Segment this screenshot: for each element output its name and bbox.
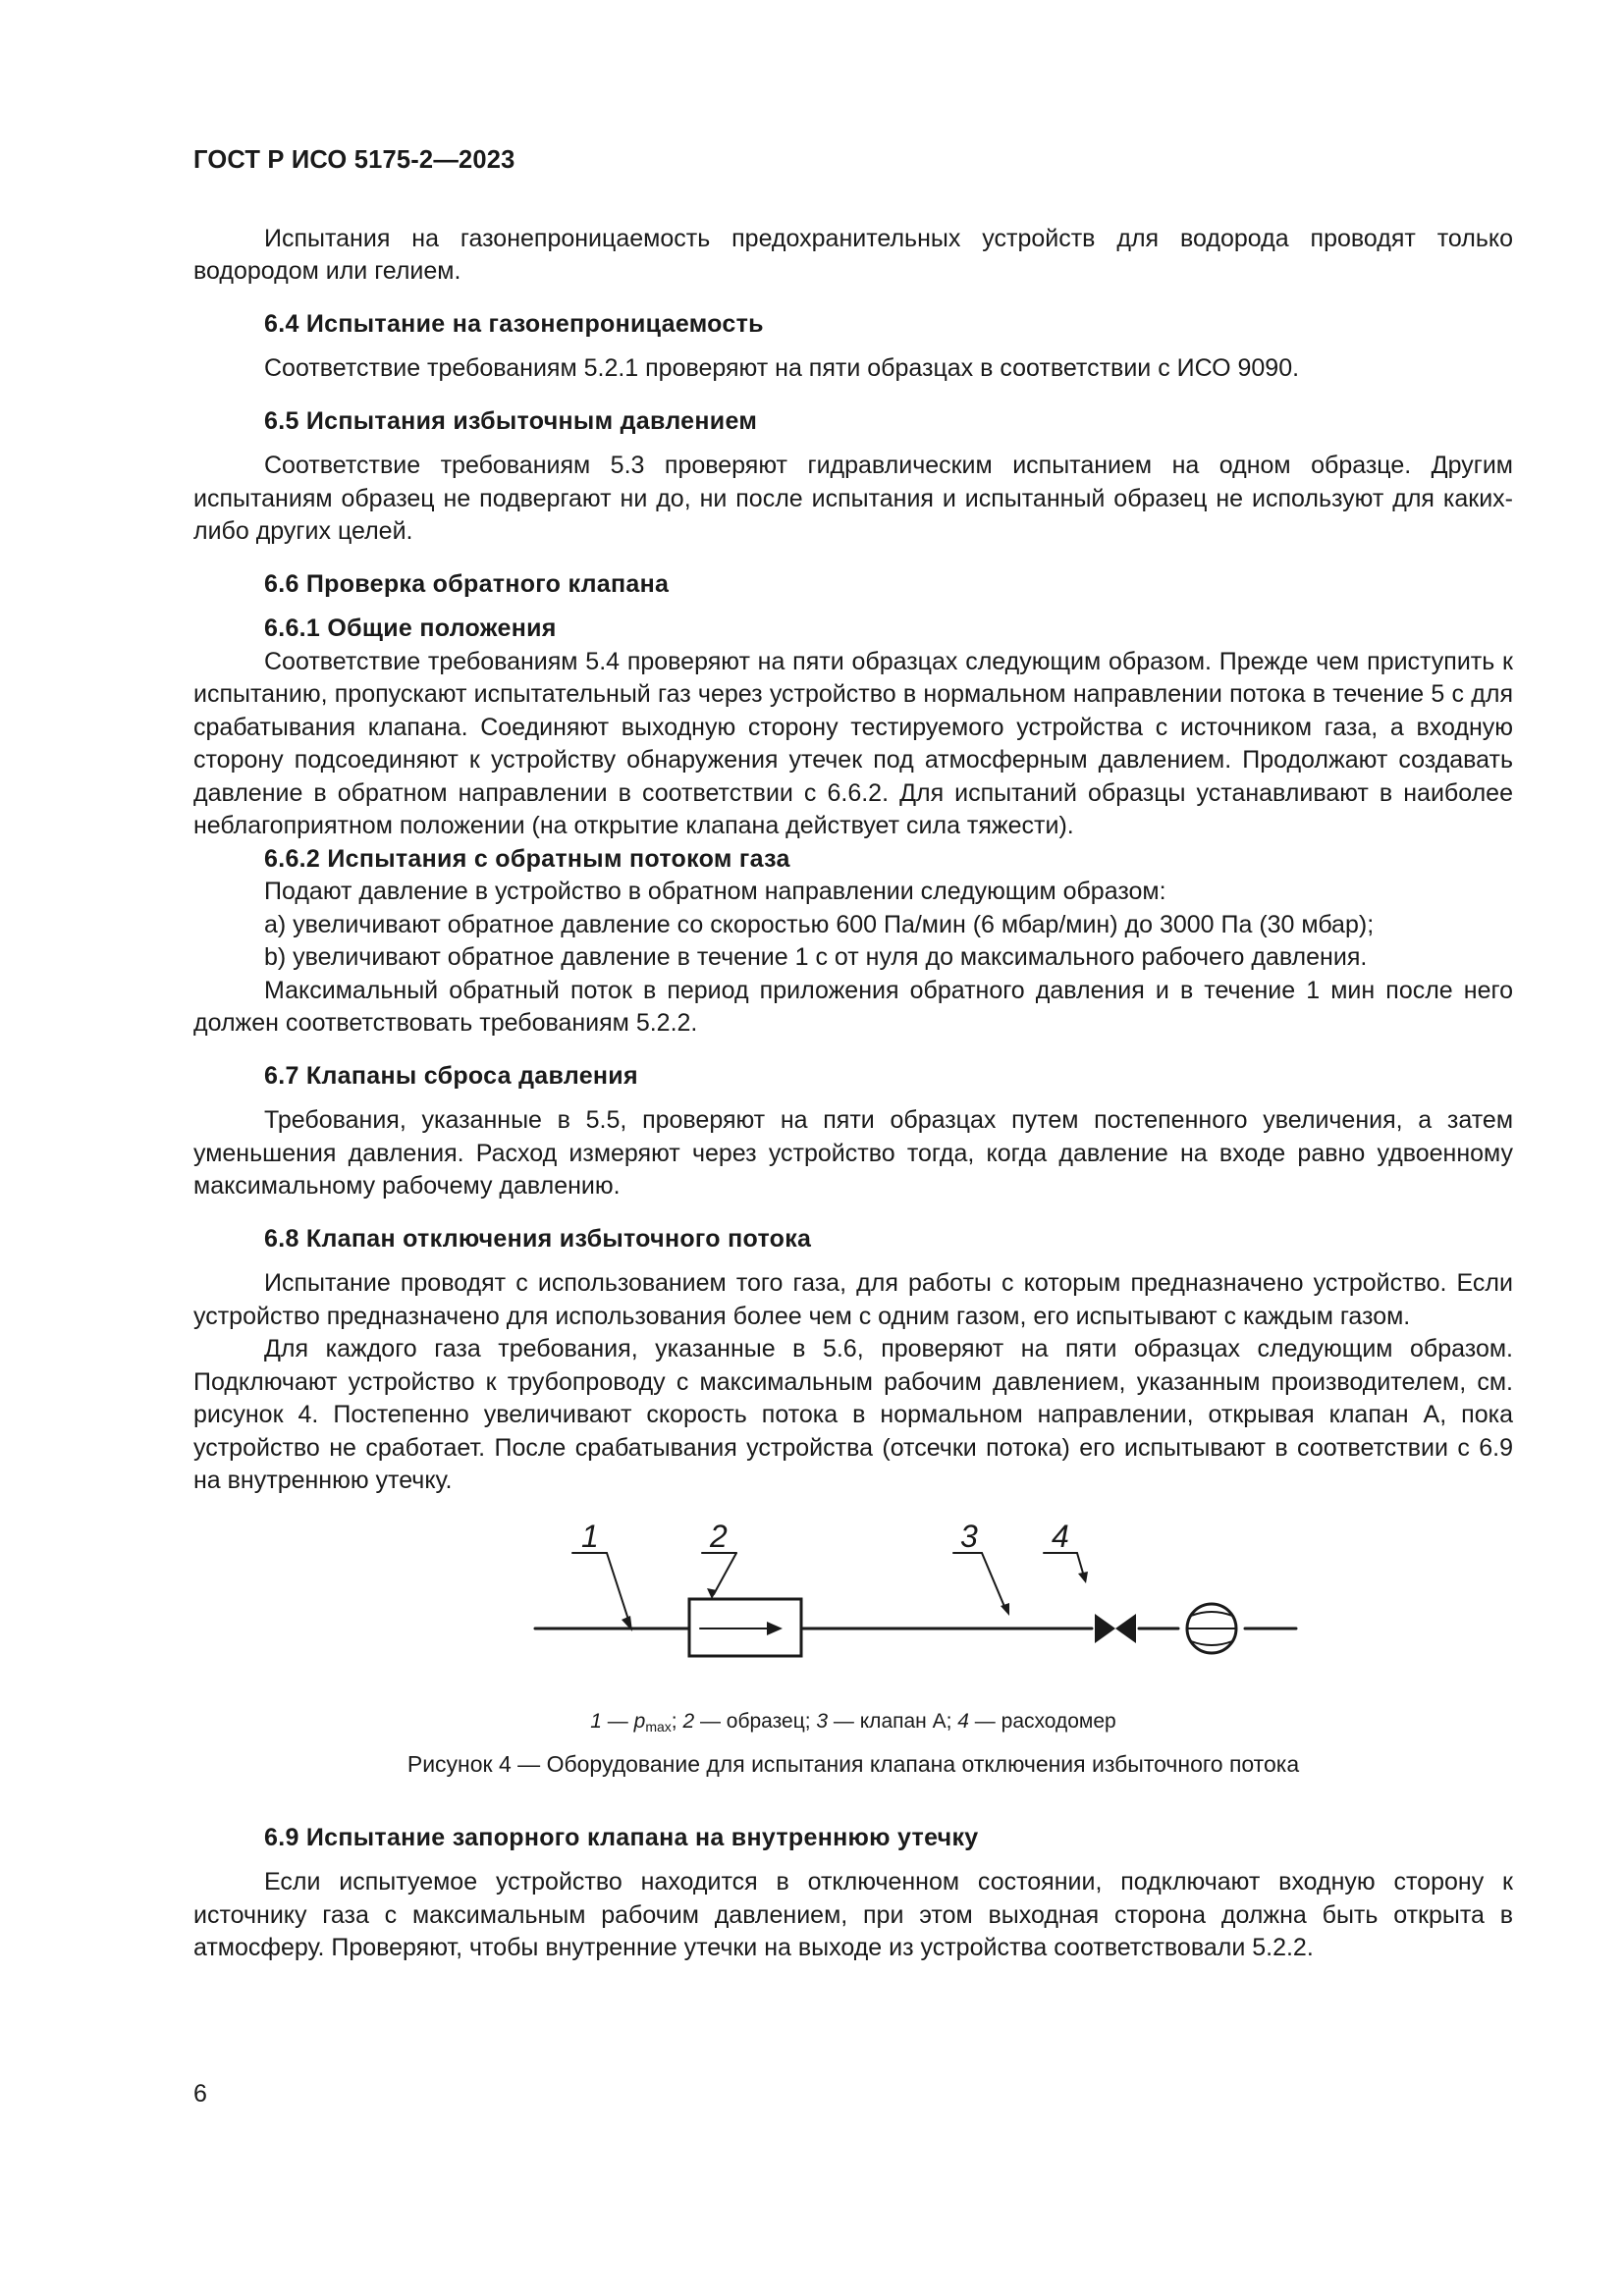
list-item-a: a) увеличивают обратное давление со скоростью 600 Па/мин (6 мбар/мин) до 3000 Па (30 мбар);	[264, 910, 1375, 938]
figure-4	[193, 1522, 1513, 1700]
section-6-9-paragraph: Если испытуемое устройство находится в отключенном состоянии, подключают входную сторону к источнику газа с максимальным рабочим давлением, при этом выходная сторона должна быть открыта в атмосферу. Проверяют, чтобы внутренние утечки на выходе из устройства соответствовали 5.2.2.	[193, 1868, 1513, 1961]
figure-legend: 1 — $p_{max}$; 2 — образец; 3 — клапан А; 4 — расходомер	[590, 1709, 1116, 1735]
legend-num-2: 2	[682, 1709, 695, 1733]
section-6-6-2-paragraph-2: Максимальный обратный поток в период приложения обратного давления и в течение 1 мин после него должен соответствовать требованиям 5.2.2.	[193, 976, 1513, 1037]
legend-num-3: 3	[816, 1709, 829, 1733]
section-6-8-paragraph-1: Испытание проводят с использованием того газа, для работы с которым предназначено устройство. Если устройство предназначено для использования более чем с одним газом, его испытывают с каждым газом.	[193, 1269, 1513, 1330]
section-6-6-1-title: 6.6.1 Общие положения	[264, 614, 557, 642]
section-6-8-paragraph-2: Для каждого газа требования, указанные в 5.6, проверяют на пяти образцах следующим образом. Подключают устройство к трубопроводу с максимальным рабочим давлением, указанным производителем, см. рисунок 4. Постепенно увеличивают скорость потока в нормальном направлении, открывая клапан А, пока устройство не сработает. После срабатывания устройства (отсечки потока) его испытывают в соответствии с 6.9 на внутреннюю утечку.	[193, 1335, 1513, 1494]
intro-paragraph: Испытания на газонепроницаемость предохранительных устройств для водорода проводят только водородом или гелием.	[193, 224, 1513, 285]
section-6-5-title: 6.5 Испытания избыточным давлением	[264, 406, 758, 435]
legend-subscript: max	[645, 1718, 672, 1735]
arrowhead-3	[1001, 1603, 1009, 1616]
test-equipment-diagram	[193, 1522, 1513, 1700]
legend-num-1: 1	[590, 1709, 602, 1733]
list-item-b: b) увеличивают обратное давление в течение 1 с от нуля до максимального рабочего давления.	[264, 943, 1368, 971]
document-header: ГОСТ Р ИСО 5175-2—2023	[193, 146, 515, 174]
figure-caption: Рисунок 4 — Оборудование для испытания клапана отключения избыточного потока	[406, 1750, 1300, 1777]
page-number: 6	[193, 2080, 207, 2108]
legend-num-4: 4	[957, 1709, 969, 1733]
valve-a-symbol	[1095, 1614, 1115, 1643]
section-6-5-paragraph: Соответствие требованиям 5.3 проверяют гидравлическим испытанием на одном образце. Другим испытаниям образец не подвергают ни до, ни после испытания и испытанный образец не используют для каких-либо других целей.	[193, 452, 1513, 545]
section-6-6-2-title: 6.6.2 Испытания с обратным потоком газа	[264, 844, 790, 873]
section-6-7-paragraph: Требования, указанные в 5.5, проверяют на пяти образцах путем постепенного увеличения, а затем уменьшения давления. Расход измеряют через устройство тогда, когда давление на входе равно удвоенному максимальному рабочему давлению.	[193, 1106, 1513, 1200]
section-6-4-title: 6.4 Испытание на газонепроницаемость	[264, 309, 764, 338]
label-3: 3	[960, 1521, 978, 1554]
label-4: 4	[1052, 1521, 1069, 1554]
section-6-8-title: 6.8 Клапан отключения избыточного потока	[264, 1224, 812, 1253]
document-page	[193, 144, 1513, 1965]
section-6-9-title: 6.9 Испытание запорного клапана на внутреннюю утечку	[264, 1823, 979, 1851]
section-6-6-2-paragraph: Подают давление в устройство в обратном направлении следующим образом:	[264, 878, 1166, 905]
arrowhead-4	[1078, 1572, 1088, 1583]
section-6-7-title: 6.7 Клапаны сброса давления	[264, 1061, 638, 1090]
legend-symbol: p	[633, 1709, 646, 1733]
section-6-6-1-paragraph: Соответствие требованиям 5.4 проверяют на пяти образцах следующим образом. Прежде чем приступить к испытанию, пропускают испытательный газ через устройство в нормальном направлении потока в течение 5 с для срабатывания клапана. Соединяют выходную сторону тестируемого устройства с источником газа, а входную сторону подсоединяют к устройству обнаружения утечек под атмосферным давлением. Продолжают создавать давление в обратном направлении в соответствии с 6.6.2. Для испытаний образцы устанавливают в наиболее неблагоприятном положении (на открытие клапана действует сила тяжести).	[193, 647, 1513, 839]
label-2: 2	[710, 1521, 728, 1554]
label-1: 1	[581, 1521, 599, 1554]
section-6-6-title: 6.6 Проверка обратного клапана	[264, 569, 670, 598]
section-6-4-paragraph: Соответствие требованиям 5.2.1 проверяют на пяти образцах в соответствии с ИСО 9090.	[264, 354, 1300, 382]
flow-arrow-head	[767, 1622, 783, 1635]
